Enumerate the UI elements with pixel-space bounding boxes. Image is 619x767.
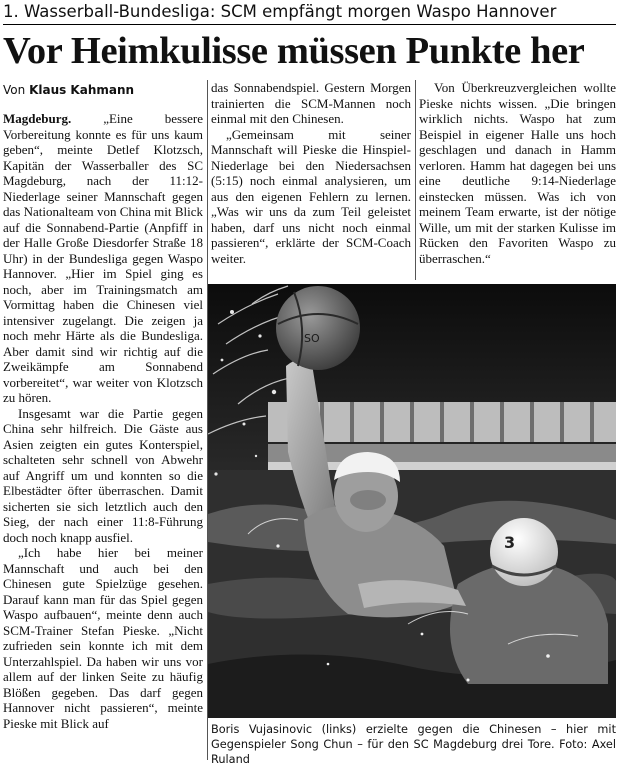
article-paragraph: „Ich habe hier bei meiner Mannschaft und auch bei den Chinesen gute Spielzüge gesehen. Darauf kann man für das Spiel gegen Waspo aufbauen“, meinte denn auch SCM-Trainer Stefan Pieske. „Nicht zufrieden sein konnte ich mit dem Unterzahlspiel. Da haben wir uns vor allem auf der linken Seite zu häufig Blößen gegeben. Das darf gegen Hannover nicht passieren“, meinte Pieske mit Blick auf <box>3 545 203 731</box>
column-divider <box>415 80 416 280</box>
cap-number: 3 <box>504 533 516 552</box>
article-paragraph: das Sonnabendspiel. Gestern Morgen trainierten die SCM-Mannen noch einmal mit den Chinesen. <box>211 80 411 126</box>
water-polo-photo <box>208 284 616 718</box>
article-paragraph: Insgesamt war die Partie gegen China sehr hilfreich. Die Gäste aus Asien zeigten ein gutes Konterspiel, schalteten sehr schnell von Abwehr auf Angriff um und konnten so die Elbestädter öfter überraschen. Damit sicherten sie sich letztlich auch den Sieg, der nach einer 11:8-Führung doch noch knapp ausfiel. <box>3 405 203 545</box>
kicker: 1. Wasserball-Bundesliga: SCM empfängt morgen Waspo Hannover <box>3 2 557 21</box>
article-paragraph: Von Überkreuzvergleichen wollte Pieske nichts wissen. „Die bringen wirklich nichts. Waspo hat zum Beispiel in eigener Halle uns hoch geschlagen und danach in Hamm verloren. Hamm hat dagegen bei uns eine deutliche 9:14-Niederlage einstecken müssen. Was ich von meinem Team erwarte, ist der nötige Wille, um mit der starken Kulisse im Rücken den Favoriten Waspo zu überraschen.“ <box>419 80 616 266</box>
byline <box>3 82 134 98</box>
ball-lettering: SO <box>304 332 320 345</box>
article-column-1 <box>3 111 203 761</box>
article-column-2 <box>211 80 411 280</box>
headline: Vor Heimkulisse müssen Punkte her <box>3 30 585 72</box>
paragraph-text: „Eine bessere Vorbereitung konnte es für uns kaum geben“, meinte Detlef Klotzsch, Kapitän der Wasserballer des SC Magdeburg, nach der 11:12-Niederlage seiner Mannschaft gegen das Nationalteam von China mit Blick auf die Sonnabend-Partie (Anpfiff in der Halle Große Diesdorfer Straße 18 Uhr) in der Bundesliga gegen Waspo Hannover. „Hier im Spiel ging es noch, aber im Trainingsmatch am Vormittag haben die Chinesen viel intensiver zugelangt. Die zeigen ja noch mehr Härte als die Bundesliga. Aber damit sind wir richtig auf die Zweikämpfe am Sonnabend vorbereitet“, war weiter von Klotzsch zu hören. <box>3 111 203 405</box>
article-column-3 <box>419 80 616 280</box>
water-polo-photo-art <box>208 284 616 718</box>
dateline: Magdeburg. <box>3 111 72 126</box>
byline-prefix: Von <box>3 83 26 97</box>
article-paragraph <box>3 111 203 406</box>
byline-author: Klaus Kahmann <box>29 83 135 97</box>
top-rule <box>3 24 616 25</box>
photo-caption: Boris Vujasinovic (links) erzielte gegen die Chinesen – hier mit Gegenspieler Song Chun – für den SC Magdeburg drei Tore. Foto: Axel Ruland <box>211 723 616 766</box>
article-paragraph: „Gemeinsam mit seiner Mannschaft will Pieske die Hinspiel-Niederlage bei den Niedersachsen (5:15) noch einmal analysieren, um aus den eigenen Fehlern zu lernen. „Was wir uns da zum Teil geleistet haben, darf uns nicht noch einmal passieren“, erklärte der SCM-Coach weiter. <box>211 126 411 266</box>
